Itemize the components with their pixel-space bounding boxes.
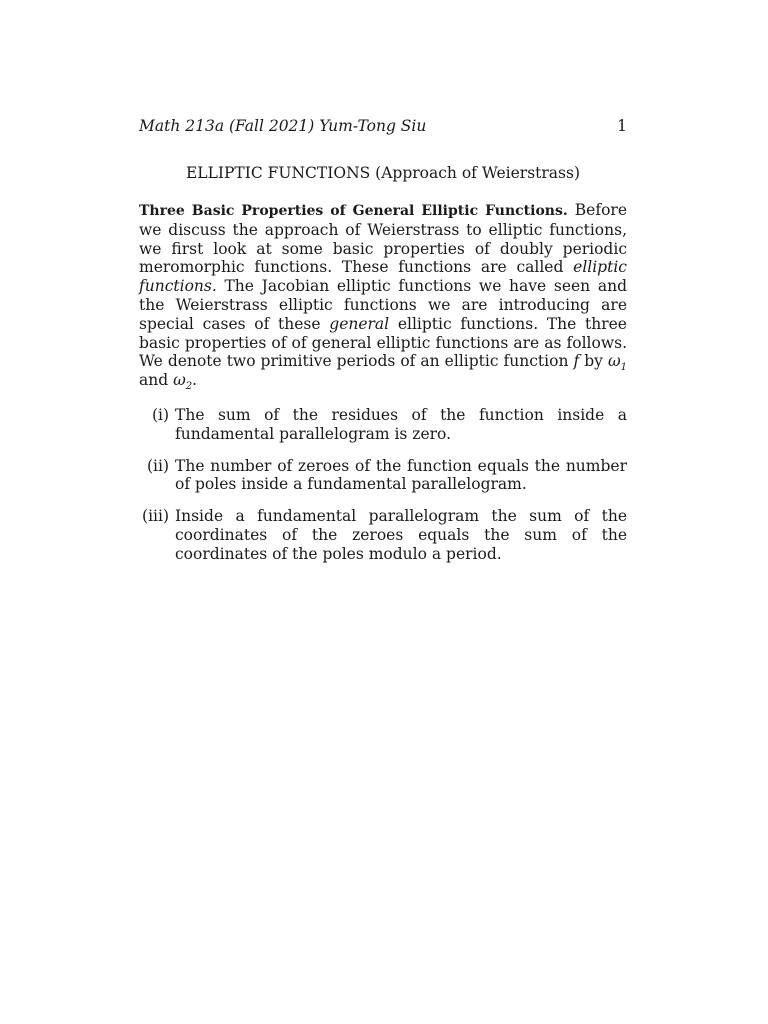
document-body	[139, 201, 627, 577]
math-omega-2: $\omega_2$	[173, 371, 193, 393]
intro-text-1: Before we discuss the approach of Weierstrass to elliptic functions, we first look at some basic properties of doubly periodic meromorphic functions. These functions are called	[139, 201, 627, 277]
list-item-number: (i)	[151, 405, 169, 424]
list-item	[139, 507, 627, 563]
running-header	[139, 116, 627, 136]
math-omega-1: $\omega_1$	[607, 352, 627, 374]
intro-emphasis-elliptic: elliptic functions.	[139, 258, 627, 296]
page-number: 1	[617, 117, 627, 135]
list-item-text: The number of zeroes of the function equals the number of poles inside a fundamental parallelogram.	[175, 456, 627, 494]
header-course-author: Math 213a (Fall 2021) Yum-Tong Siu	[139, 117, 427, 135]
paragraph-heading: Three Basic Properties of General Elliptic Functions.	[139, 203, 568, 219]
list-item-text: Inside a fundamental parallelogram the sum of the coordinates of the zeroes equals the sum of the coordinates of the poles modulo a period.	[175, 507, 627, 563]
math-f: f	[573, 352, 580, 371]
list-item	[139, 457, 627, 495]
document-title: ELLIPTIC FUNCTIONS (Approach of Weierstrass)	[185, 164, 581, 182]
list-item-number: (ii)	[146, 456, 169, 475]
intro-text-3: elliptic functions. The three basic properties of of general elliptic functions are as follows. We denote two primitive periods of an elliptic function	[139, 314, 627, 371]
list-item	[139, 406, 627, 444]
list-item-number: (iii)	[142, 507, 169, 526]
intro-emphasis-general: general	[329, 314, 390, 333]
intro-by: by	[584, 352, 603, 371]
list-item-text: The sum of the residues of the function inside a fundamental parallelogram is zero.	[175, 405, 627, 443]
intro-paragraph: Three Basic Properties of General Elliptic Functions. Before we discuss the approach of Weierstrass to elliptic functions, we first look at some basic properties of doubly periodic meromorphic functions. These functions are called elliptic functions. The Jacobian elliptic functions we have seen and the Weierstrass elliptic functions we are introducing are special cases of these general elliptic functions. The three basic properties of of general elliptic functions are as follows. We denote two primitive periods of an elliptic function f by $\omega_1$ and $\omega_2$.	[139, 201, 627, 393]
intro-text-2: The Jacobian elliptic functions we have seen and the Weierstrass elliptic functions we are introducing are special cases of these	[139, 277, 627, 333]
properties-list	[139, 406, 627, 564]
intro-and: and	[139, 371, 169, 390]
